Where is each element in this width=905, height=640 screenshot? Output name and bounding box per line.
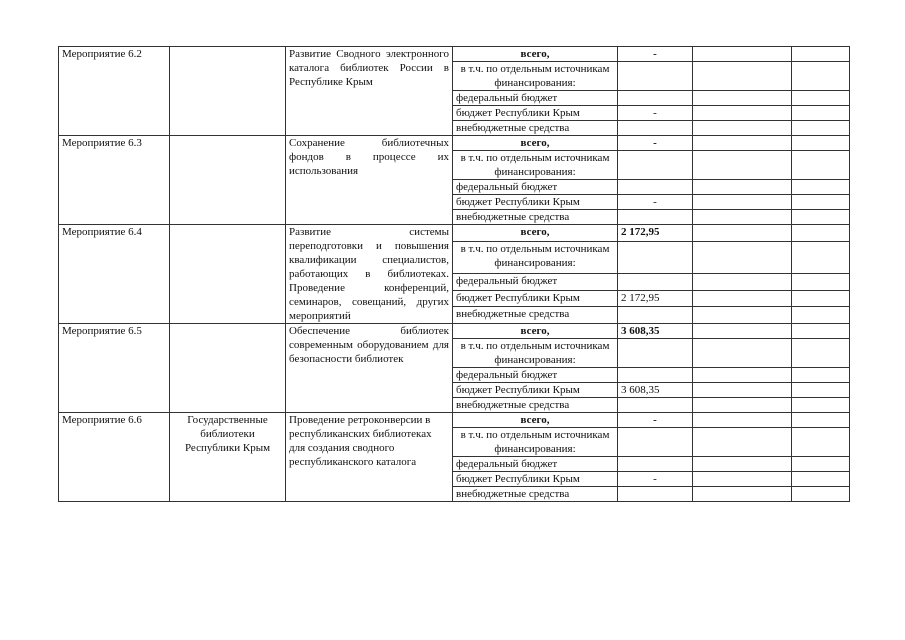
empty-cell <box>693 106 792 121</box>
funding-source: всего, <box>453 136 618 151</box>
funding-source: федеральный бюджет <box>453 368 618 383</box>
empty-cell <box>693 121 792 136</box>
funding-value <box>618 457 693 472</box>
funding-value <box>618 273 693 290</box>
empty-cell <box>693 273 792 290</box>
funding-source: внебюджетные средства <box>453 121 618 136</box>
funding-source: федеральный бюджет <box>453 457 618 472</box>
empty-cell <box>792 472 850 487</box>
empty-cell <box>693 47 792 62</box>
measure-id: Мероприятие 6.3 <box>59 136 170 225</box>
funding-value: 2 172,95 <box>618 225 693 242</box>
empty-cell <box>693 428 792 457</box>
empty-cell <box>792 290 850 307</box>
funding-value <box>618 241 693 273</box>
empty-cell <box>693 457 792 472</box>
funding-source: бюджет Республики Крым <box>453 472 618 487</box>
funding-source: бюджет Республики Крым <box>453 106 618 121</box>
empty-cell <box>792 368 850 383</box>
empty-cell <box>693 368 792 383</box>
empty-cell <box>792 487 850 502</box>
measure-executor <box>170 136 286 225</box>
empty-cell <box>792 339 850 368</box>
funding-value <box>618 180 693 195</box>
funding-value <box>618 210 693 225</box>
empty-cell <box>693 180 792 195</box>
empty-cell <box>792 210 850 225</box>
empty-cell <box>792 324 850 339</box>
funding-value <box>618 62 693 91</box>
funding-value <box>618 487 693 502</box>
funding-source: внебюджетные средства <box>453 210 618 225</box>
funding-value <box>618 91 693 106</box>
funding-source: в т.ч. по отдельным источникам финансирования: <box>453 339 618 368</box>
measure-name: Развитие Сводного электронного каталога библиотек России в Республике Крым <box>286 47 453 136</box>
empty-cell <box>693 225 792 242</box>
empty-cell <box>792 241 850 273</box>
funding-value <box>618 398 693 413</box>
empty-cell <box>792 151 850 180</box>
empty-cell <box>792 307 850 324</box>
empty-cell <box>693 241 792 273</box>
empty-cell <box>792 383 850 398</box>
empty-cell <box>792 428 850 457</box>
funding-source: федеральный бюджет <box>453 273 618 290</box>
measure-name: Обеспечение библиотек современным оборудованием для безопасности библиотек <box>286 324 453 413</box>
funding-source: федеральный бюджет <box>453 180 618 195</box>
funding-source: бюджет Республики Крым <box>453 290 618 307</box>
budget-table <box>58 46 850 502</box>
funding-value: - <box>618 413 693 428</box>
empty-cell <box>792 91 850 106</box>
funding-source: всего, <box>453 225 618 242</box>
table-body <box>59 47 850 502</box>
empty-cell <box>693 136 792 151</box>
measure-id: Мероприятие 6.4 <box>59 225 170 324</box>
empty-cell <box>792 121 850 136</box>
empty-cell <box>792 180 850 195</box>
funding-source: всего, <box>453 324 618 339</box>
table-row <box>59 225 850 242</box>
empty-cell <box>693 62 792 91</box>
empty-cell <box>693 91 792 106</box>
funding-value: - <box>618 47 693 62</box>
empty-cell <box>792 225 850 242</box>
measure-id: Мероприятие 6.2 <box>59 47 170 136</box>
funding-source: в т.ч. по отдельным источникам финансирования: <box>453 151 618 180</box>
table-row <box>59 324 850 339</box>
table-row <box>59 413 850 428</box>
funding-value <box>618 121 693 136</box>
empty-cell <box>693 339 792 368</box>
empty-cell <box>693 383 792 398</box>
measure-executor: Государственные библиотеки Республики Крым <box>170 413 286 502</box>
empty-cell <box>693 210 792 225</box>
funding-value: - <box>618 195 693 210</box>
funding-value: - <box>618 472 693 487</box>
empty-cell <box>792 413 850 428</box>
empty-cell <box>792 273 850 290</box>
funding-value <box>618 307 693 324</box>
funding-source: федеральный бюджет <box>453 91 618 106</box>
funding-source: бюджет Республики Крым <box>453 383 618 398</box>
empty-cell <box>693 398 792 413</box>
measure-name: Сохранение библиотечных фондов в процессе их использования <box>286 136 453 225</box>
empty-cell <box>693 151 792 180</box>
measure-id: Мероприятие 6.5 <box>59 324 170 413</box>
funding-source: всего, <box>453 413 618 428</box>
funding-value: 2 172,95 <box>618 290 693 307</box>
empty-cell <box>693 487 792 502</box>
funding-source: внебюджетные средства <box>453 487 618 502</box>
measure-name: Проведение ретроконверсии в республиканских библиотеках для создания сводного республиканского каталога <box>286 413 453 502</box>
empty-cell <box>792 195 850 210</box>
empty-cell <box>693 307 792 324</box>
empty-cell <box>693 195 792 210</box>
funding-value: 3 608,35 <box>618 383 693 398</box>
funding-source: всего, <box>453 47 618 62</box>
empty-cell <box>693 290 792 307</box>
empty-cell <box>792 106 850 121</box>
funding-source: бюджет Республики Крым <box>453 195 618 210</box>
funding-value <box>618 151 693 180</box>
measure-name: Развитие системы переподготовки и повышения квалификации специалистов, работающих в библиотеках. Проведение конференций, семинаров, совещаний, других мероприятий <box>286 225 453 324</box>
funding-value: - <box>618 136 693 151</box>
empty-cell <box>792 62 850 91</box>
empty-cell <box>792 136 850 151</box>
funding-source: в т.ч. по отдельным источникам финансирования: <box>453 62 618 91</box>
funding-source: в т.ч. по отдельным источникам финансирования: <box>453 241 618 273</box>
empty-cell <box>693 324 792 339</box>
funding-source: внебюджетные средства <box>453 398 618 413</box>
funding-value: - <box>618 106 693 121</box>
funding-source: внебюджетные средства <box>453 307 618 324</box>
funding-value <box>618 368 693 383</box>
empty-cell <box>693 472 792 487</box>
table-row <box>59 136 850 151</box>
funding-value: 3 608,35 <box>618 324 693 339</box>
empty-cell <box>693 413 792 428</box>
measure-executor <box>170 324 286 413</box>
measure-executor <box>170 47 286 136</box>
table-row <box>59 47 850 62</box>
funding-value <box>618 339 693 368</box>
empty-cell <box>792 398 850 413</box>
measure-id: Мероприятие 6.6 <box>59 413 170 502</box>
measure-executor <box>170 225 286 324</box>
funding-source: в т.ч. по отдельным источникам финансирования: <box>453 428 618 457</box>
empty-cell <box>792 47 850 62</box>
funding-value <box>618 428 693 457</box>
empty-cell <box>792 457 850 472</box>
